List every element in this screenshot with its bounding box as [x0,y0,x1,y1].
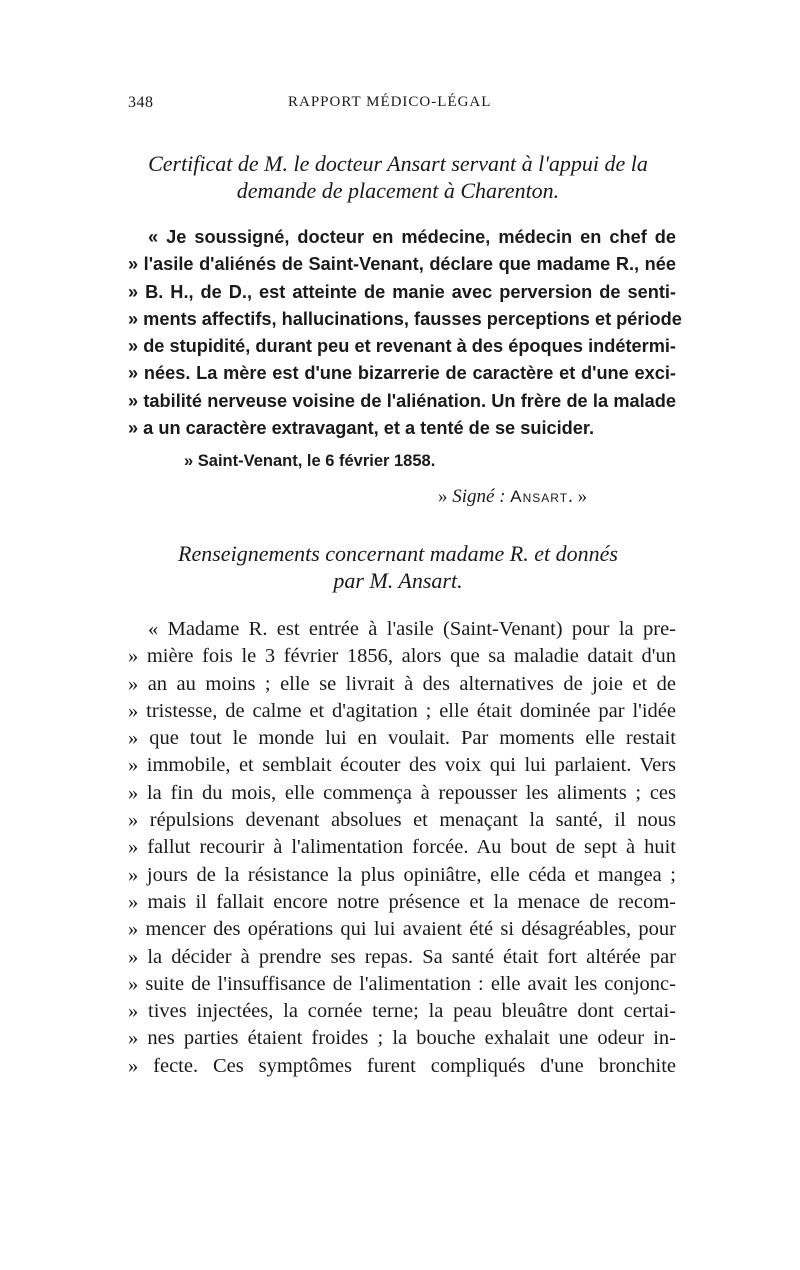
text-line: » mais il fallait encore notre présence et la menace de recom- [128,890,676,913]
signature-prefix: » [438,486,453,507]
text-line: » fecte. Ces symptômes furent compliqués d'une bronchite [128,1054,676,1077]
dateline: » Saint-Venant, le 6 février 1858. [184,452,436,470]
text-line: » la décider à prendre ses repas. Sa santé était fort altérée par [128,945,676,968]
text-line: » l'asile d'aliénés de Saint-Venant, déclare que madame R., née [128,254,676,275]
text-line: » répulsions devenant absolues et menaçant la santé, il nous [128,809,676,832]
text-line: « Madame R. est entrée à l'asile (Saint-Venant) pour la pre- [148,618,676,640]
signature [438,486,587,508]
text-line: » de stupidité, durant peu et revenant à des époques indétermi- [128,336,676,357]
page-header [128,94,668,118]
page-number: 348 [128,94,154,111]
text-line: » nées. La mère est d'une bizarrerie de caractère et d'une exci- [128,363,676,384]
text-line: » ments affectifs, hallucinations, fausses perceptions et période [128,308,682,329]
running-head: RAPPORT MÉDICO-LÉGAL [288,94,492,110]
text-line: » fallut recourir à l'alimentation forcée. Au bout de sept à huit [128,836,676,859]
text-line: » suite de l'insuffisance de l'alimentation : elle avait les conjonc- [128,972,676,995]
signature-label: Signé : [452,486,506,507]
information-text [128,616,676,1080]
text-line: « Je soussigné, docteur en médecine, médecin en chef de [148,227,676,247]
certificate-title [128,150,668,204]
certificate-title-line: demande de placement à Charenton. [236,178,560,203]
text-line: » que tout le monde lui en voulait. Par moments elle restait [128,727,676,750]
text-line: » nes parties étaient froides ; la bouche exhalait une odeur in- [128,1027,676,1050]
text-line: » an au moins ; elle se livrait à des alternatives de joie et de [128,672,676,695]
information-title [128,540,668,594]
text-line: » mière fois le 3 février 1856, alors que sa maladie datait d'un [128,645,676,668]
text-line: » mencer des opérations qui lui avaient été si désagréables, pour [128,918,676,941]
text-line: » tristesse, de calme et d'agitation ; elle était dominée par l'idée [128,699,676,722]
certificate-title-line: Certificat de M. le docteur Ansart servant à l'appui de la [148,151,648,176]
text-line: » jours de la résistance la plus opiniâtre, elle céda et mangea ; [128,863,676,886]
signature-name: Ansart [510,487,569,506]
information-title-line: Renseignements concernant madame R. et donnés [178,541,618,566]
text-line: » immobile, et semblait écouter des voix qui lui parlaient. Vers [128,754,676,777]
text-line: » tabilité nerveuse voisine de l'aliénation. Un frère de la malade [128,390,676,411]
text-line: » tives injectées, la cornée terne; la peau bleuâtre dont certai- [128,1000,676,1023]
text-line: » B. H., de D., est atteinte de manie avec perversion de senti- [128,281,676,302]
signature-suffix: . » [568,486,588,507]
certificate-text [128,224,682,442]
text-line: » la fin du mois, elle commença à repousser les aliments ; ces [128,781,676,804]
information-title-line: par M. Ansart. [333,568,463,593]
text-line: » a un caractère extravagant, et a tenté de se suicider. [128,418,595,439]
